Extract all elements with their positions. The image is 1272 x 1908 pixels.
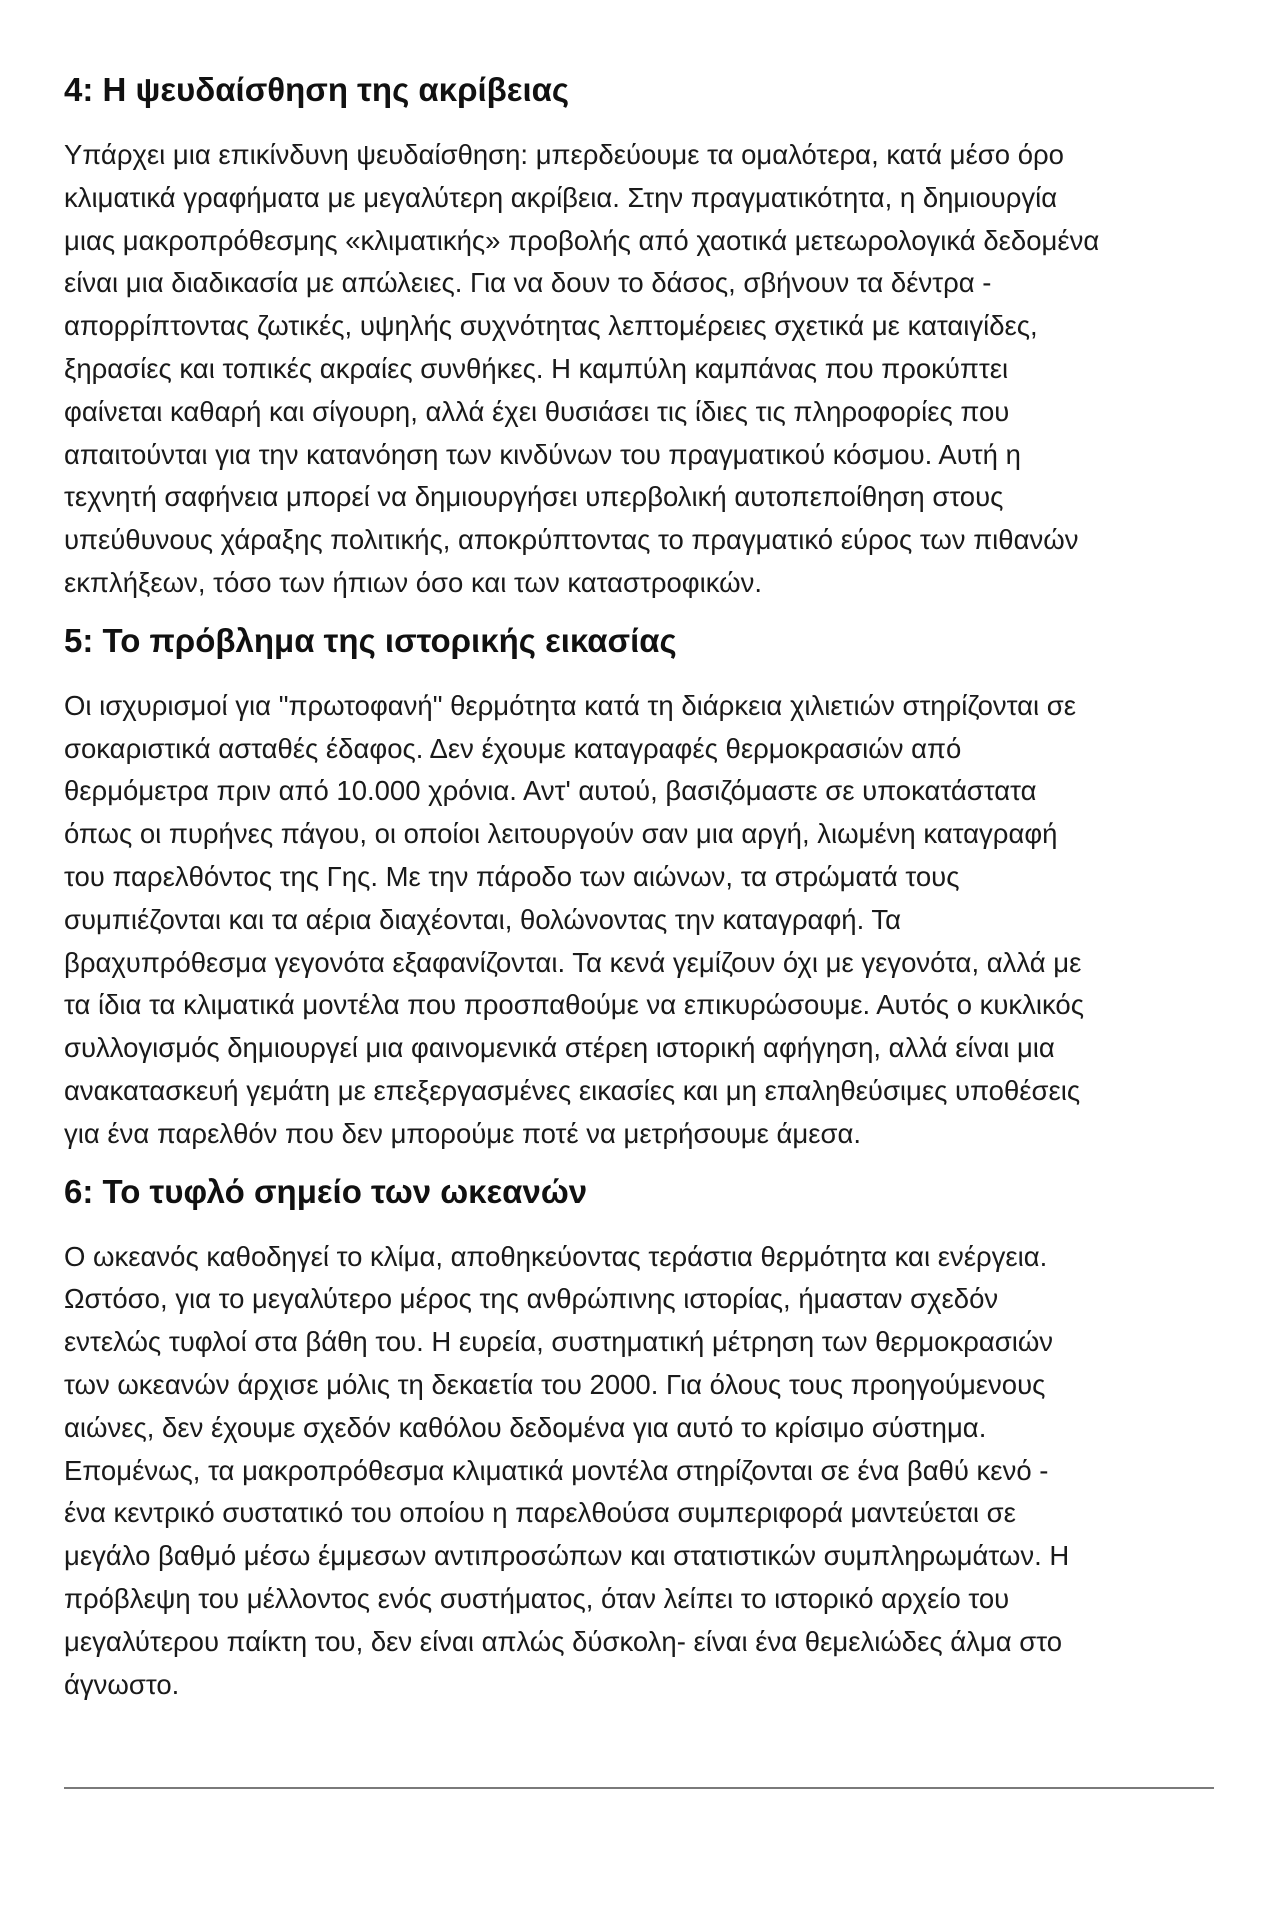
body-line: απορρίπτοντας ζωτικές, υψηλής συχνότητας λεπτομέρειες σχετικά με καταιγίδες, bbox=[64, 310, 1038, 342]
section-body bbox=[64, 685, 1214, 1156]
body-line: των ωκεανών άρχισε μόλις τη δεκαετία του 2000. Για όλους τους προηγούμενους bbox=[64, 1368, 1046, 1400]
body-line: μεγαλύτερου παίκτη του, δεν είναι απλώς δύσκολη- είναι ένα θεμελιώδες άλμα στο bbox=[64, 1625, 1063, 1657]
section-4 bbox=[64, 70, 1214, 605]
body-line: Επομένως, τα μακροπρόθεσμα κλιματικά μοντέλα στηρίζονται σε ένα βαθύ κενό - bbox=[64, 1454, 1049, 1486]
body-line: πρόβλεψη του μέλλοντος ενός συστήματος, όταν λείπει το ιστορικό αρχείο του bbox=[64, 1582, 1010, 1614]
body-line: άγνωστο. bbox=[64, 1668, 180, 1700]
body-line: συλλογισμός δημιουργεί μια φαινομενικά στέρεη ιστορική αφήγηση, αλλά είναι μια bbox=[64, 1032, 1055, 1064]
body-line: Υπάρχει μια επικίνδυνη ψευδαίσθηση: μπερδεύουμε τα ομαλότερα, κατά μέσο όρο bbox=[64, 139, 1064, 170]
body-line: ανακατασκευή γεμάτη με επεξεργασμένες εικασίες και μη επαληθεύσιμες υποθέσεις bbox=[64, 1074, 1081, 1106]
footer-divider bbox=[64, 1787, 1214, 1789]
section-body bbox=[64, 134, 1214, 605]
body-line: του παρελθόντος της Γης. Με την πάροδο των αιώνων, τα στρώματά τους bbox=[64, 860, 960, 892]
body-line: ξηρασίες και τοπικές ακραίες συνθήκες. Η καμπύλη καμπάνας που προκύπτει bbox=[64, 352, 1009, 384]
section-title: 5: Το πρόβλημα της ιστορικής εικασίας bbox=[64, 621, 677, 659]
body-line: για ένα παρελθόν που δεν μπορούμε ποτέ να μετρήσουμε άμεσα. bbox=[64, 1117, 862, 1149]
body-line: κλιματικά γραφήματα με μεγαλύτερη ακρίβεια. Στην πραγματικότητα, η δημιουργία bbox=[64, 181, 1058, 213]
body-line: ένα κεντρικό συστατικό του οποίου η παρελθούσα συμπεριφορά μαντεύεται σε bbox=[64, 1497, 1016, 1529]
section-6 bbox=[64, 1172, 1214, 1707]
section-title: 6: Το τυφλό σημείο των ωκεανών bbox=[64, 1172, 588, 1210]
body-line: τεχνητή σαφήνεια μπορεί να δημιουργήσει υπερβολική αυτοπεποίθηση στους bbox=[64, 481, 1004, 513]
body-line: εκπλήξεων, τόσο των ήπιων όσο και των καταστροφικών. bbox=[64, 566, 763, 598]
body-line: τα ίδια τα κλιματικά μοντέλα που προσπαθούμε να επικυρώσουμε. Αυτός ο κυκλικός bbox=[64, 989, 1084, 1021]
body-line: αιώνες, δεν έχουμε σχεδόν καθόλου δεδομένα για αυτό το κρίσιμο σύστημα. bbox=[64, 1411, 987, 1443]
body-line: είναι μια διαδικασία με απώλειες. Για να δουν το δάσος, σβήνουν τα δέντρα - bbox=[64, 267, 992, 299]
body-line: υπεύθυνους χάραξης πολιτικής, αποκρύπτοντας το πραγματικό εύρος των πιθανών bbox=[64, 524, 1079, 556]
body-line: Ωστόσο, για το μεγαλύτερο μέρος της ανθρώπινης ιστορίας, ήμασταν σχεδόν bbox=[64, 1283, 999, 1315]
body-line: Οι ισχυρισμοί για "πρωτοφανή" θερμότητα κατά τη διάρκεια χιλιετιών στηρίζονται σε bbox=[64, 689, 1077, 721]
body-line: βραχυπρόθεσμα γεγονότα εξαφανίζονται. Τα κενά γεμίζουν όχι με γεγονότα, αλλά με bbox=[64, 946, 1082, 978]
body-line: σοκαριστικά ασταθές έδαφος. Δεν έχουμε καταγραφές θερμοκρασιών από bbox=[64, 732, 962, 764]
body-line: συμπιέζονται και τα αέρια διαχέονται, θολώνοντας την καταγραφή. Τα bbox=[64, 903, 902, 935]
section-body bbox=[64, 1236, 1214, 1707]
body-line: Ο ωκεανός καθοδηγεί το κλίμα, αποθηκεύοντας τεράστια θερμότητα και ενέργεια. bbox=[64, 1240, 1048, 1272]
body-line: μιας μακροπρόθεσμης «κλιματικής» προβολής από χαοτικά μετεωρολογικά δεδομένα bbox=[64, 224, 1100, 256]
section-title: 4: Η ψευδαίσθηση της ακρίβειας bbox=[64, 71, 570, 108]
body-line: όπως οι πυρήνες πάγου, οι οποίοι λειτουργούν σαν μια αργή, λιωμένη καταγραφή bbox=[64, 818, 1058, 850]
section-5 bbox=[64, 621, 1214, 1156]
body-line: εντελώς τυφλοί στα βάθη του. Η ευρεία, συστηματική μέτρηση των θερμοκρασιών bbox=[64, 1326, 1054, 1358]
document-page bbox=[64, 70, 1214, 1722]
body-line: φαίνεται καθαρή και σίγουρη, αλλά έχει θυσιάσει τις ίδιες τις πληροφορίες που bbox=[64, 395, 1010, 427]
body-line: απαιτούνται για την κατανόηση των κινδύνων του πραγματικού κόσμου. Αυτή η bbox=[64, 438, 1021, 470]
body-line: θερμόμετρα πριν από 10.000 χρόνια. Αντ' αυτού, βασιζόμαστε σε υποκατάστατα bbox=[64, 775, 1037, 807]
body-line: μεγάλο βαθμό μέσω έμμεσων αντιπροσώπων και στατιστικών συμπληρωμάτων. Η bbox=[64, 1540, 1070, 1572]
